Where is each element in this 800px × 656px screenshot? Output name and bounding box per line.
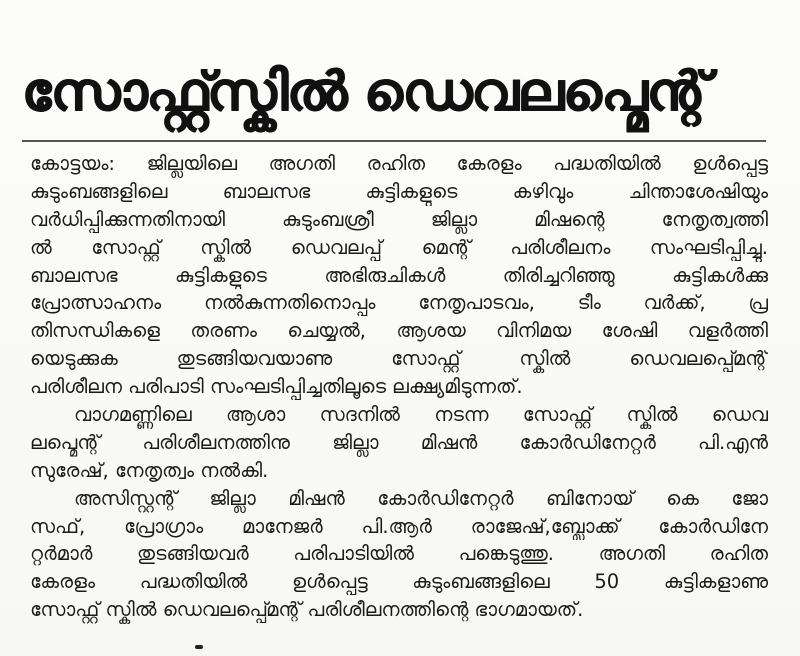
body-line: വാഗമണ്ണിലെ ആശാ സദനിൽ നടന്ന സോഫ്റ്റ് സ്കിൽ ഡെവ: [74, 403, 768, 427]
body-line: കോട്ടയം: ജില്ലയിലെ അഗതി രഹിത കേരളം പദ്ധതിയിൽ ഉൾപ്പെട്ട: [30, 152, 768, 175]
headline-rule: [22, 140, 766, 142]
body-line: കേരളം പദ്ധതിയിൽ ഉൾപ്പെട്ട കുടുംബങ്ങളിലെ 50 കുട്ടികളാണു: [30, 570, 768, 594]
body-line: സോഫ്റ്റ് സ്കിൽ ഡെവലപ്പ്മെന്റ് പരിശീലനത്തിന്റെ ഭാഗമായത്.: [30, 598, 584, 622]
body-line: വർധിപ്പിക്കുന്നതിനായി കുടുംബശ്രീ ജില്ലാ മിഷന്റെ നേതൃത്വത്തി: [30, 207, 768, 231]
body-line: സഫ്, പ്രോഗ്രാം മാനേജർ പി.ആർ രാജേഷ്,ബ്ലോക്ക് കോർഡിനേ: [30, 514, 768, 538]
body-line: സുരേഷ്, നേതൃത്വം നൽകി.: [30, 458, 269, 482]
body-line: ലപ്മെന്റ് പരിശീലനത്തിനു ജില്ലാ മിഷൻ കോർഡിനേറ്റർ പി.എൻ: [30, 430, 768, 454]
body-line: അസിസ്റ്റന്റ് ജില്ലാ മിഷൻ കോർഡിനേറ്റർ ബിനോയ് കെ ജോ: [74, 486, 768, 510]
body-line: പരിശീലന പരിപാടി സംഘടിപ്പിച്ചതിലൂടെ ലക്ഷ്യമിടുന്നത്.: [30, 375, 523, 399]
headline: സോഫ്റ്റ്സ്കിൽ ഡെവലപ്മെന്റ്: [22, 60, 710, 123]
body-line: കുടുംബങ്ങളിലെ ബാലസഭ കുട്ടികളുടെ കഴിവും ചിന്താശേഷിയും: [30, 179, 768, 203]
print-mark: [195, 645, 203, 649]
body-line: ൽ സോഫ്റ്റ് സ്കിൽ ഡെവലപ്പ് മെന്റ് പരിശീലനം സംഘടിപ്പിച്ചു.: [30, 235, 768, 259]
body-line: യെടുക്കുക തുടങ്ങിയവയാണു സോഫ്റ്റ് സ്കിൽ ഡെവലപ്പ്മെന്റ്: [30, 347, 768, 371]
body-line: റ്റർമാർ തുടങ്ങിയവർ പരിപാടിയിൽ പങ്കെടുത്തു. അഗതി രഹിത: [30, 542, 768, 566]
article-body: [30, 150, 768, 624]
body-line: ബാലസഭ കുട്ടികളുടെ അഭിരുചികൾ തിരിച്ചറിഞ്ഞു കുട്ടികൾക്കു: [30, 263, 768, 287]
body-line: പ്രോത്സാഹനം നൽകുന്നതിനൊപ്പം നേതൃപാടവം, ടീം വർക്ക്, പ്ര: [30, 291, 768, 315]
body-line: തിസന്ധികളെ തരണം ചെയ്യൽ, ആശയ വിനിമയ ശേഷി വളർത്തി: [30, 319, 768, 343]
